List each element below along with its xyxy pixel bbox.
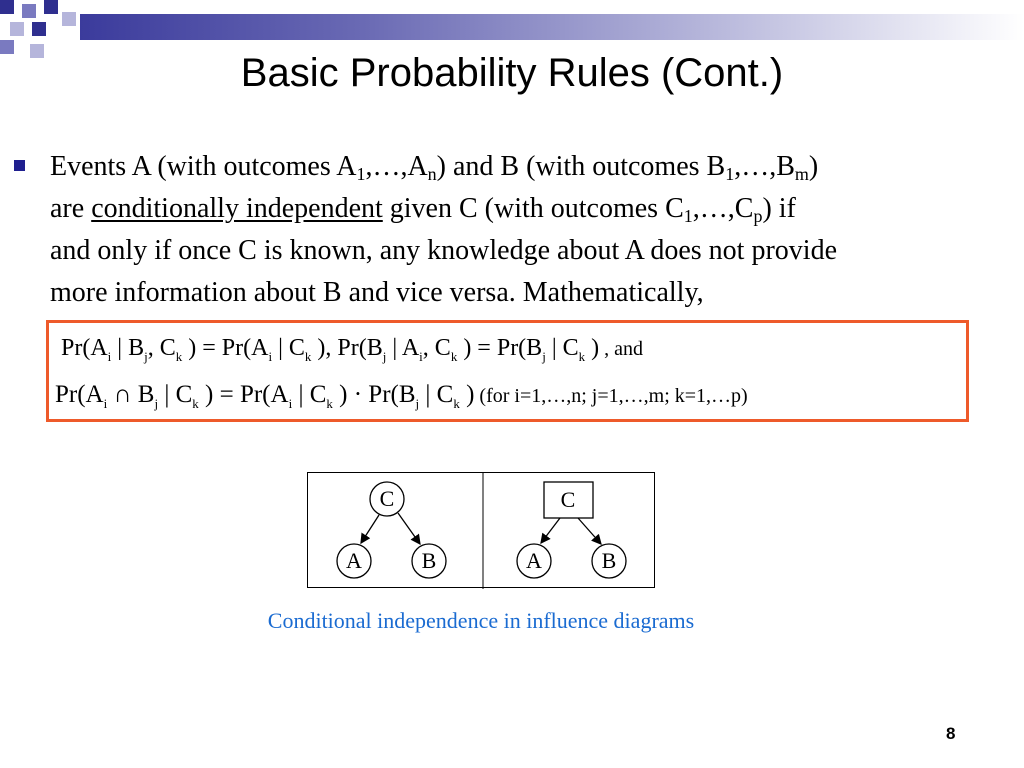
- node-label-b: B: [421, 548, 437, 573]
- bullet-paragraph: [50, 146, 1020, 314]
- decor-square: [22, 4, 36, 18]
- formula-line-1: $Pr(A_i$ | $B_j$, $C_k$ ) = $Pr(A_i$ | $C_k$ ), $Pr(B_j$ | $A_i$, $C_k$ ) = $Pr(B_j$ | $C_k$ ) , and: [61, 335, 644, 364]
- header-gradient-bar: [80, 14, 1024, 40]
- node-label-c: C: [379, 486, 395, 511]
- paragraph-line: more information about B and vice versa. Mathematically,: [50, 277, 704, 308]
- paragraph-line: are conditionally independent given C (with outcomes $C_1,\dots,C_p$) if: [50, 193, 796, 226]
- arrow-c-to-b: [398, 513, 420, 544]
- paragraph-line: and only if once C is known, any knowledge about A does not provide: [50, 235, 837, 266]
- formula-box: [46, 320, 969, 422]
- node-label-b: B: [601, 548, 617, 573]
- node-label-a: A: [346, 548, 362, 573]
- arrow-c-to-b: [578, 518, 601, 544]
- node-label-a: A: [526, 548, 542, 573]
- decor-square: [10, 22, 24, 36]
- formula-range-note: (for i=1,…,n; j=1,…,m; k=1,…p): [474, 385, 748, 407]
- decor-square: [0, 0, 14, 14]
- decor-square: [62, 12, 76, 26]
- influence-diagrams-panel: [307, 472, 655, 588]
- formula-note: , and: [599, 338, 644, 360]
- formula-line-2: $Pr(A_i$ ∩ $B_j$ | $C_k$ ) = $Pr(A_i$ | $C_k$ ) · $Pr(B_j$ | $C_k$ ) (for i=1,…,n; j=1,…,m; k=1,…p): [55, 381, 748, 411]
- arrow-c-to-a: [541, 518, 560, 543]
- slide-title: Basic Probability Rules (Cont.): [240, 51, 784, 95]
- defined-term: conditionally independent: [91, 193, 383, 224]
- arrow-c-to-a: [361, 515, 379, 543]
- decor-square: [32, 22, 46, 36]
- page-number: 8: [946, 724, 956, 743]
- paragraph-line: Events A (with outcomes $A_1,\dots,A_n$) and B (with outcomes $B_1,\dots,B_m$): [50, 151, 819, 184]
- diagram-caption: Conditional independence in influence diagrams: [267, 608, 695, 633]
- bullet-square-icon: [14, 160, 25, 171]
- decor-square: [44, 0, 58, 14]
- node-label-c: C: [560, 487, 576, 512]
